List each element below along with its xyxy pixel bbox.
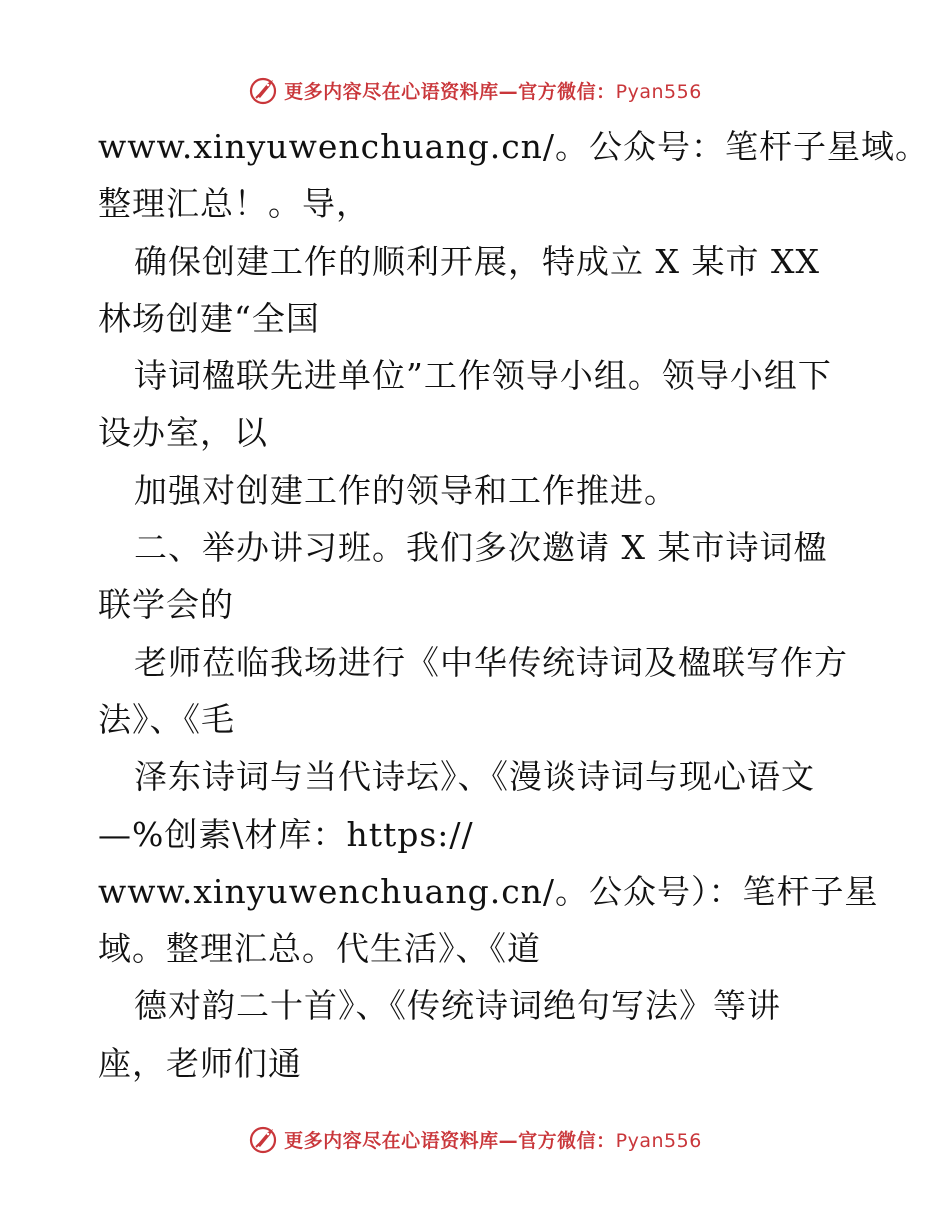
text-line-13: —%创素\材库：https:// (98, 814, 474, 854)
text-line-3: 确保创建工作的顺利开展，特成立 X 某市 XX (134, 241, 820, 281)
footer-banner-text (284, 1126, 702, 1153)
pen-nib-logo-icon (248, 1123, 280, 1155)
text-line-4: 林场创建“全国 (98, 298, 320, 338)
text-line-12: 泽东诗词与当代诗坛》、《漫谈诗词与现心语文 (134, 757, 815, 797)
text-line-7: 加强对创建工作的领导和工作推进。 (134, 470, 678, 510)
document-body (98, 118, 930, 1092)
text-line-14: www.xinyuwenchuang.cn/。公众号）：笔杆子星 (98, 871, 879, 911)
header-banner-label: 更多内容尽在心语资料库—官方微信： (284, 80, 616, 103)
text-line-17: 座，老师们通 (98, 1043, 302, 1083)
header-banner-text (284, 77, 702, 104)
footer-banner (0, 1119, 950, 1159)
text-line-15: 域。整理汇总。代生活》、《道 (98, 929, 541, 969)
text-line-16: 德对韵二十首》、《传统诗词绝句写法》等讲 (134, 986, 781, 1026)
text-line-9: 联学会的 (98, 585, 234, 625)
text-line-11: 法》、《毛 (98, 699, 235, 739)
footer-banner-label: 更多内容尽在心语资料库—官方微信： (284, 1129, 616, 1152)
footer-banner-wechat: Pyan556 (615, 1129, 702, 1152)
text-line-8: 二、举办讲习班。我们多次邀请 X 某市诗词楹 (134, 528, 828, 568)
text-line-5: 诗词楹联先进单位”工作领导小组。领导小组下 (134, 356, 832, 396)
header-banner (0, 70, 950, 110)
pen-nib-logo-icon (248, 74, 280, 106)
header-banner-wechat: Pyan556 (615, 80, 702, 103)
text-line-1: www.xinyuwenchuang.cn/。公众号：笔杆子星域。 (98, 127, 930, 166)
text-line-2: 整理汇总！。导， (98, 184, 370, 224)
text-line-6: 设办室，以 (98, 413, 268, 453)
text-line-10: 老师莅临我场进行《中华传统诗词及楹联写作方 (134, 642, 848, 682)
